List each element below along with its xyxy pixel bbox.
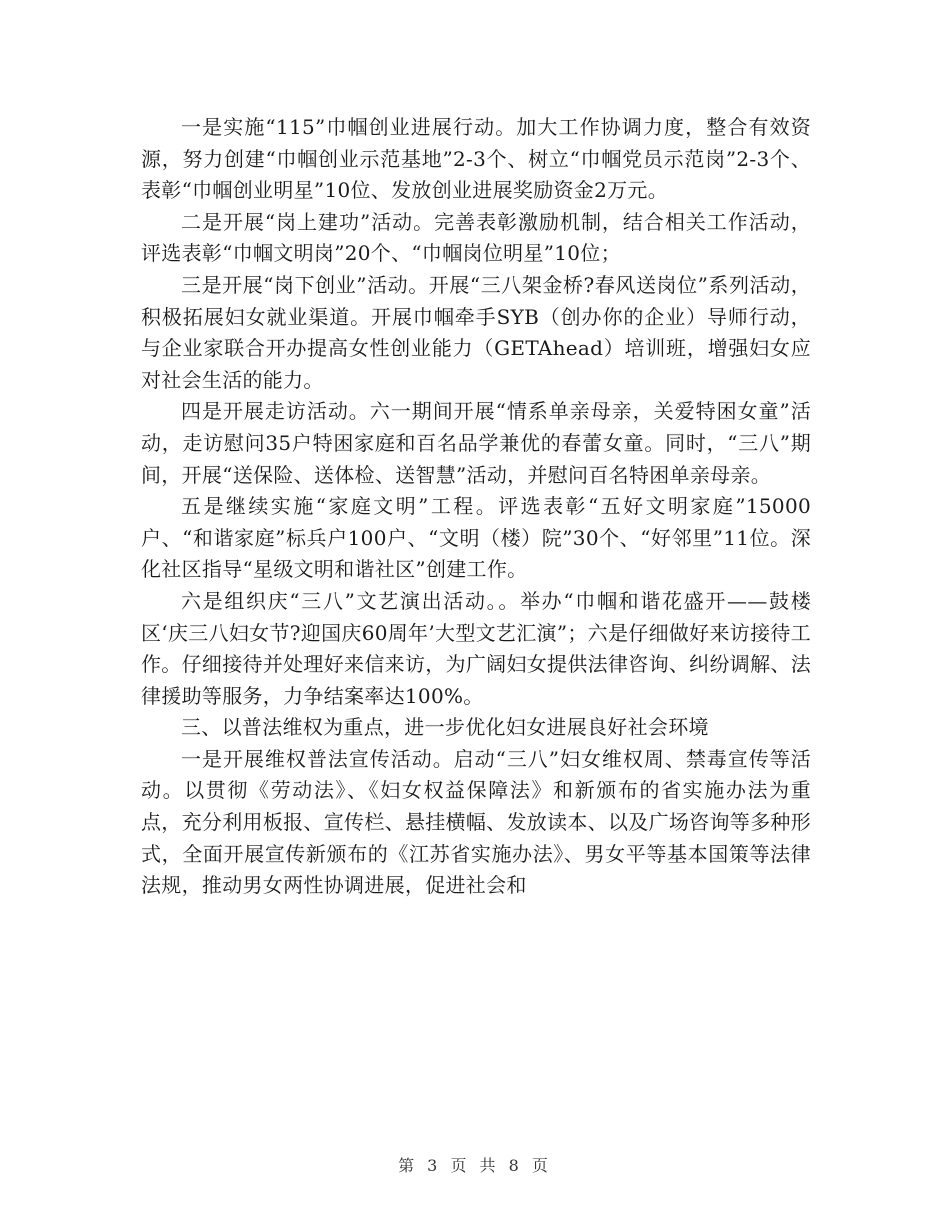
paragraph-5: 五是继续实施“家庭文明”工程。评选表彰“五好文明家庭”15000户、“和谐家庭”标兵户100户、“文明（楼）院”30个、“好邻里”11位。深化社区指导“星级文明和谐社区”创建工作。 bbox=[141, 494, 811, 582]
page-footer: 第 3 页 共 8 页 bbox=[398, 1156, 552, 1175]
paragraph-3: 三是开展“岗下创业”活动。开展“三八架金桥?春风送岗位”系列活动，积极拓展妇女就业渠道。开展巾帼牵手SYB（创办你的企业）导师行动，与企业家联合开办提高女性创业能力（GETAhead）培训班，增强妇女应对社会生活的能力。 bbox=[141, 272, 811, 392]
paragraph-4: 四是开展走访活动。六一期间开展“情系单亲母亲，关爱特困女童”活动，走访慰问35户特困家庭和百名品学兼优的春蕾女童。同时，“三八”期间，开展“送保险、送体检、送智慧”活动，并慰问百名特困单亲母亲。 bbox=[141, 399, 811, 487]
section-heading: 三、以普法维权为重点，进一步优化妇女进展良好社会环境 bbox=[181, 715, 709, 740]
paragraph-6: 六是组织庆“三八”文艺演出活动。。举办“巾帼和谐花盛开——鼓楼区‘庆三八妇女节?迎国庆60周年’大型文艺汇演”；六是仔细做好来访接待工作。仔细接待并处理好来信来访，为广阔妇女提供法律咨询、纠纷调解、法律援助等服务，力争结案率达100%。 bbox=[141, 588, 811, 708]
paragraph-2: 二是开展“岗上建功”活动。完善表彰激励机制，结合相关工作活动，评选表彰“巾帼文明岗”20个、“巾帼岗位明星”10位； bbox=[141, 209, 811, 266]
paragraph-7: 一是开展维权普法宣传活动。启动“三八”妇女维权周、禁毒宣传等活动。以贯彻《劳动法》、《妇女权益保障法》和新颁布的省实施办法为重点，充分利用板报、宣传栏、悬挂横幅、发放读本、以及广场咨询等多种形式，全面开展宣传新颁布的《江苏省实施办法》、男女平等基本国策等法律法规，推动男女两性协调进展，促进社会和 bbox=[141, 746, 811, 898]
document-body bbox=[141, 112, 811, 902]
paragraph-1: 一是实施“115”巾帼创业进展行动。加大工作协调力度，整合有效资源，努力创建“巾帼创业示范基地”2-3个、树立“巾帼党员示范岗”2-3个、表彰“巾帼创业明星”10位、发放创业进展奖励资金2万元。 bbox=[141, 115, 811, 203]
